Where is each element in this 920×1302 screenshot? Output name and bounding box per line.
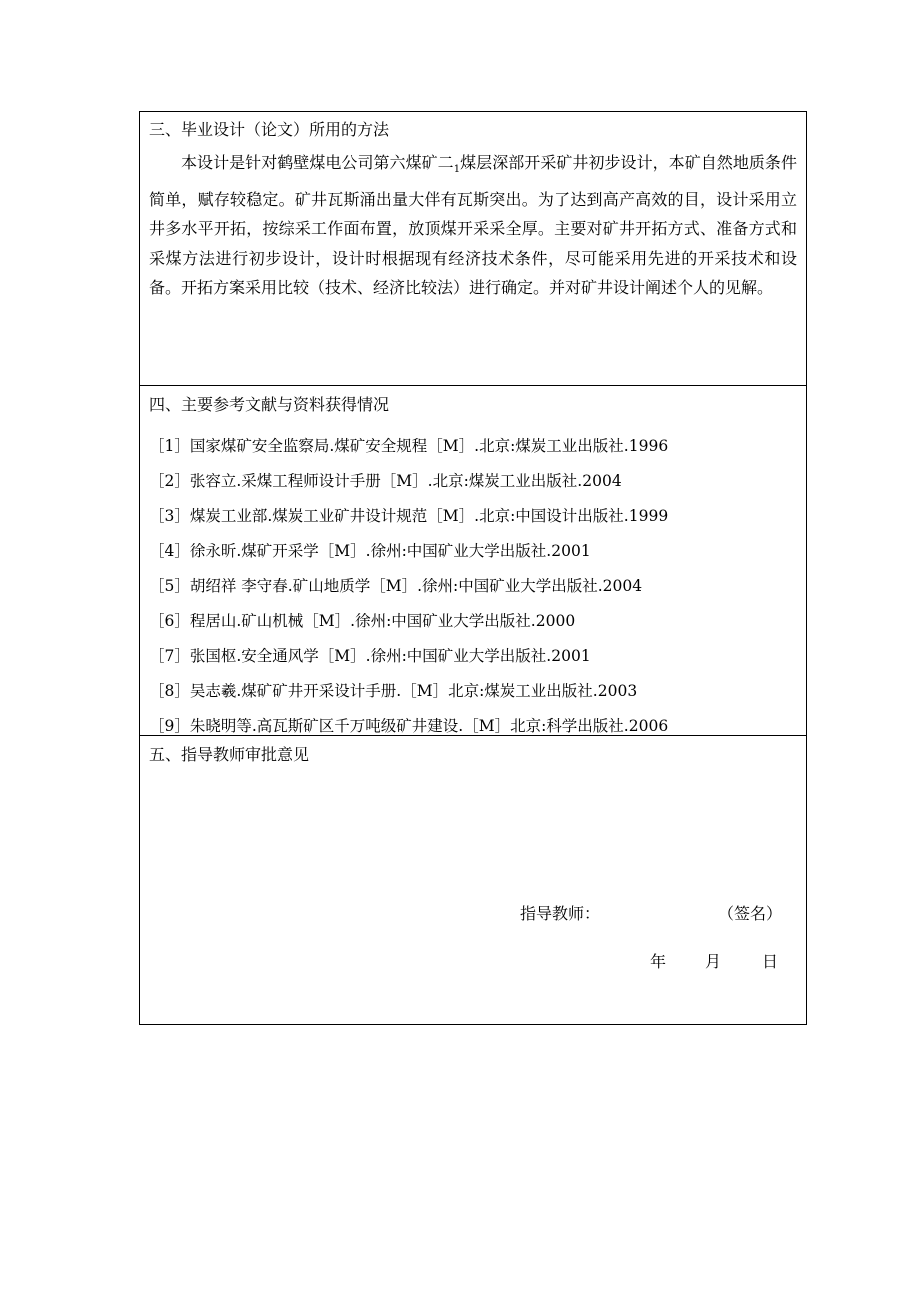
proposal-form-table	[139, 111, 807, 1025]
reference-item: ［7］张国枢.安全通风学［M］.徐州:中国矿业大学出版社.2001	[149, 647, 591, 665]
date-month-label: 月	[705, 952, 722, 971]
reference-item: ［3］煤炭工业部.煤炭工业矿井设计规范［M］.北京:中国设计出版社.1999	[149, 507, 669, 525]
reference-list	[149, 429, 668, 744]
reference-item: ［9］朱晓明等.高瓦斯矿区千万吨级矿井建设.［M］北京:科学出版社.2006	[149, 717, 669, 735]
methods-subscript: 1	[453, 164, 461, 176]
methods-text-part1: 本设计是针对鹤壁煤电公司第六煤矿二	[181, 153, 454, 172]
methods-paragraph	[149, 148, 797, 303]
advisor-opinion-section	[140, 736, 806, 1024]
reference-item: ［2］张容立.采煤工程师设计手册［M］.北京:煤炭工业出版社.2004	[149, 472, 622, 490]
methods-text-part2: 煤层深部开采矿井初步设计，本矿自然地质条件简单，赋存较稳定。矿井瓦斯涌出量大伴有瓦斯突出。为了达到高产高效的目，设计采用立井多水平开拓，按综采工作面布置，放顶煤开采采全厚。主要对矿井开拓方式、准备方式和采煤方法进行初步设计，设计时根据现有经济技术条件，尽可能采用先进的开采技术和设备。开拓方案采用比较（技术、经济比较法）进行确定。并对矿井设计阐述个人的见解。	[149, 153, 797, 298]
methods-section	[140, 112, 806, 386]
date-day-label: 日	[762, 952, 779, 971]
date-year-label: 年	[650, 952, 667, 971]
reference-item: ［5］胡绍祥 李守春.矿山地质学［M］.徐州:中国矿业大学出版社.2004	[149, 577, 643, 595]
references-section	[140, 386, 806, 736]
opinion-heading: 五、指导教师审批意见	[149, 745, 310, 764]
reference-item: ［4］徐永昕.煤矿开采学［M］.徐州:中国矿业大学出版社.2001	[149, 542, 591, 560]
reference-item: ［6］程居山.矿山机械［M］.徐州:中国矿业大学出版社.2000	[149, 612, 576, 630]
reference-item: ［8］吴志羲.煤矿矿井开采设计手册.［M］北京:煤炭工业出版社.2003	[149, 682, 638, 700]
advisor-sign-label: 指导教师：	[520, 904, 601, 923]
methods-heading: 三、毕业设计（论文）所用的方法	[149, 120, 390, 139]
reference-item: ［1］国家煤矿安全监察局.煤矿安全规程［M］.北京:煤炭工业出版社.1996	[149, 437, 669, 455]
references-heading: 四、主要参考文献与资料获得情况	[149, 395, 390, 414]
signature-note: （签名）	[718, 904, 783, 923]
